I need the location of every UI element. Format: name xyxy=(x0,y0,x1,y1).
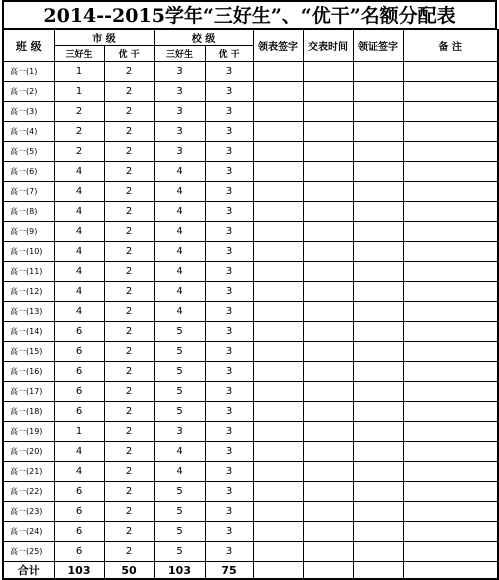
total-submit-time[interactable] xyxy=(303,562,353,580)
class-cell: 高一(14) xyxy=(3,322,54,342)
remarks-cell[interactable] xyxy=(403,162,498,182)
sign-cert-cell[interactable] xyxy=(353,502,403,522)
sign-form-cell[interactable] xyxy=(253,302,303,322)
school-yougan-cell: 3 xyxy=(205,182,253,202)
city-yougan-cell: 2 xyxy=(104,522,154,542)
school-sanhao-cell: 3 xyxy=(154,102,205,122)
remarks-cell[interactable] xyxy=(403,542,498,562)
city-yougan-cell: 2 xyxy=(104,422,154,442)
sign-cert-cell[interactable] xyxy=(353,202,403,222)
table-row xyxy=(3,522,498,542)
school-sanhao-cell: 3 xyxy=(154,422,205,442)
table-row xyxy=(3,442,498,462)
sign-form-cell[interactable] xyxy=(253,262,303,282)
school-yougan-cell: 3 xyxy=(205,282,253,302)
school-yougan-cell: 3 xyxy=(205,382,253,402)
submit-time-cell[interactable] xyxy=(303,102,353,122)
submit-time-cell[interactable] xyxy=(303,382,353,402)
sign-form-cell[interactable] xyxy=(253,482,303,502)
city-yougan-cell: 2 xyxy=(104,222,154,242)
class-cell: 高一(13) xyxy=(3,302,54,322)
total-remarks[interactable] xyxy=(403,562,498,580)
sign-cert-cell[interactable] xyxy=(353,102,403,122)
header-submit-time: 交表时间 xyxy=(303,30,353,62)
sign-cert-cell[interactable] xyxy=(353,382,403,402)
remarks-cell[interactable] xyxy=(403,222,498,242)
submit-time-cell[interactable] xyxy=(303,462,353,482)
table-row xyxy=(3,242,498,262)
sign-cert-cell[interactable] xyxy=(353,142,403,162)
sign-form-cell[interactable] xyxy=(253,522,303,542)
school-yougan-cell: 3 xyxy=(205,342,253,362)
class-cell: 高一(11) xyxy=(3,262,54,282)
city-yougan-cell: 2 xyxy=(104,122,154,142)
sign-cert-cell[interactable] xyxy=(353,322,403,342)
header-class: 班 级 xyxy=(3,30,54,62)
total-sign-cert[interactable] xyxy=(353,562,403,580)
submit-time-cell[interactable] xyxy=(303,162,353,182)
school-sanhao-cell: 4 xyxy=(154,202,205,222)
city-yougan-cell: 2 xyxy=(104,162,154,182)
header-sign-cert: 领证签字 xyxy=(353,30,403,62)
remarks-cell[interactable] xyxy=(403,462,498,482)
submit-time-cell[interactable] xyxy=(303,202,353,222)
total-city-yougan: 50 xyxy=(104,562,154,580)
submit-time-cell[interactable] xyxy=(303,282,353,302)
sign-form-cell[interactable] xyxy=(253,362,303,382)
city-sanhao-cell: 4 xyxy=(54,242,104,262)
school-yougan-cell: 3 xyxy=(205,122,253,142)
school-yougan-cell: 3 xyxy=(205,102,253,122)
submit-time-cell[interactable] xyxy=(303,142,353,162)
table-row xyxy=(3,222,498,242)
total-sign-form[interactable] xyxy=(253,562,303,580)
remarks-cell[interactable] xyxy=(403,282,498,302)
submit-time-cell[interactable] xyxy=(303,422,353,442)
table-row xyxy=(3,82,498,102)
school-sanhao-cell: 4 xyxy=(154,462,205,482)
table-row xyxy=(3,462,498,482)
school-yougan-cell: 3 xyxy=(205,302,253,322)
sign-form-cell[interactable] xyxy=(253,282,303,302)
remarks-cell[interactable] xyxy=(403,262,498,282)
table-row xyxy=(3,342,498,362)
class-cell: 高一(18) xyxy=(3,402,54,422)
remarks-cell[interactable] xyxy=(403,422,498,442)
table-row xyxy=(3,142,498,162)
remarks-cell[interactable] xyxy=(403,202,498,222)
sign-cert-cell[interactable] xyxy=(353,342,403,362)
sign-form-cell[interactable] xyxy=(253,442,303,462)
city-sanhao-cell: 6 xyxy=(54,542,104,562)
table-row xyxy=(3,202,498,222)
remarks-cell[interactable] xyxy=(403,442,498,462)
school-yougan-cell: 3 xyxy=(205,142,253,162)
city-sanhao-cell: 4 xyxy=(54,302,104,322)
class-cell: 高一(15) xyxy=(3,342,54,362)
submit-time-cell[interactable] xyxy=(303,182,353,202)
school-sanhao-cell: 4 xyxy=(154,162,205,182)
school-sanhao-cell: 4 xyxy=(154,302,205,322)
school-sanhao-cell: 3 xyxy=(154,122,205,142)
class-cell: 高一(24) xyxy=(3,522,54,542)
remarks-cell[interactable] xyxy=(403,482,498,502)
school-yougan-cell: 3 xyxy=(205,262,253,282)
sign-form-cell[interactable] xyxy=(253,402,303,422)
submit-time-cell[interactable] xyxy=(303,402,353,422)
submit-time-cell[interactable] xyxy=(303,62,353,82)
class-cell: 高一(5) xyxy=(3,142,54,162)
submit-time-cell[interactable] xyxy=(303,542,353,562)
school-sanhao-cell: 5 xyxy=(154,382,205,402)
header-city-sanhao: 三好生 xyxy=(54,46,104,62)
table-row xyxy=(3,362,498,382)
class-cell: 高一(4) xyxy=(3,122,54,142)
class-cell: 高一(21) xyxy=(3,462,54,482)
sign-cert-cell[interactable] xyxy=(353,182,403,202)
city-sanhao-cell: 4 xyxy=(54,222,104,242)
sign-form-cell[interactable] xyxy=(253,202,303,222)
sign-form-cell[interactable] xyxy=(253,462,303,482)
city-sanhao-cell: 6 xyxy=(54,342,104,362)
school-sanhao-cell: 4 xyxy=(154,182,205,202)
school-yougan-cell: 3 xyxy=(205,482,253,502)
school-sanhao-cell: 4 xyxy=(154,282,205,302)
submit-time-cell[interactable] xyxy=(303,322,353,342)
city-sanhao-cell: 6 xyxy=(54,322,104,342)
city-yougan-cell: 2 xyxy=(104,182,154,202)
total-row xyxy=(3,562,498,580)
city-yougan-cell: 2 xyxy=(104,62,154,82)
school-yougan-cell: 3 xyxy=(205,62,253,82)
city-sanhao-cell: 1 xyxy=(54,82,104,102)
city-yougan-cell: 2 xyxy=(104,82,154,102)
sign-form-cell[interactable] xyxy=(253,502,303,522)
sign-form-cell[interactable] xyxy=(253,102,303,122)
sign-form-cell[interactable] xyxy=(253,322,303,342)
remarks-cell[interactable] xyxy=(403,382,498,402)
submit-time-cell[interactable] xyxy=(303,342,353,362)
header-city: 市 级 xyxy=(54,30,154,46)
school-yougan-cell: 3 xyxy=(205,82,253,102)
table-row xyxy=(3,182,498,202)
remarks-cell[interactable] xyxy=(403,142,498,162)
sign-cert-cell[interactable] xyxy=(353,522,403,542)
header-city-yougan: 优 干 xyxy=(104,46,154,62)
sign-form-cell[interactable] xyxy=(253,222,303,242)
remarks-cell[interactable] xyxy=(403,102,498,122)
class-cell: 高一(2) xyxy=(3,82,54,102)
school-yougan-cell: 3 xyxy=(205,542,253,562)
city-yougan-cell: 2 xyxy=(104,282,154,302)
total-city-sanhao: 103 xyxy=(54,562,104,580)
sign-cert-cell[interactable] xyxy=(353,242,403,262)
class-cell: 高一(25) xyxy=(3,542,54,562)
class-cell: 高一(12) xyxy=(3,282,54,302)
city-yougan-cell: 2 xyxy=(104,542,154,562)
table-row xyxy=(3,262,498,282)
class-cell: 高一(20) xyxy=(3,442,54,462)
table-row xyxy=(3,122,498,142)
remarks-cell[interactable] xyxy=(403,522,498,542)
school-yougan-cell: 3 xyxy=(205,162,253,182)
sign-cert-cell[interactable] xyxy=(353,162,403,182)
table-row xyxy=(3,62,498,82)
allocation-table xyxy=(2,29,499,580)
sign-cert-cell[interactable] xyxy=(353,222,403,242)
school-sanhao-cell: 5 xyxy=(154,402,205,422)
remarks-cell[interactable] xyxy=(403,362,498,382)
header-sign-form: 领表签字 xyxy=(253,30,303,62)
city-sanhao-cell: 4 xyxy=(54,202,104,222)
class-cell: 高一(8) xyxy=(3,202,54,222)
table-row xyxy=(3,502,498,522)
city-yougan-cell: 2 xyxy=(104,362,154,382)
class-cell: 高一(19) xyxy=(3,422,54,442)
header-school-yougan: 优 干 xyxy=(205,46,253,62)
sign-form-cell[interactable] xyxy=(253,342,303,362)
city-yougan-cell: 2 xyxy=(104,342,154,362)
city-yougan-cell: 2 xyxy=(104,382,154,402)
submit-time-cell[interactable] xyxy=(303,262,353,282)
city-sanhao-cell: 2 xyxy=(54,102,104,122)
city-yougan-cell: 2 xyxy=(104,322,154,342)
city-sanhao-cell: 4 xyxy=(54,462,104,482)
submit-time-cell[interactable] xyxy=(303,522,353,542)
city-sanhao-cell: 6 xyxy=(54,362,104,382)
submit-time-cell[interactable] xyxy=(303,362,353,382)
city-sanhao-cell: 4 xyxy=(54,162,104,182)
city-sanhao-cell: 4 xyxy=(54,262,104,282)
school-sanhao-cell: 5 xyxy=(154,542,205,562)
city-yougan-cell: 2 xyxy=(104,302,154,322)
city-yougan-cell: 2 xyxy=(104,462,154,482)
table-row xyxy=(3,322,498,342)
remarks-cell[interactable] xyxy=(403,122,498,142)
submit-time-cell[interactable] xyxy=(303,82,353,102)
sign-cert-cell[interactable] xyxy=(353,422,403,442)
sign-cert-cell[interactable] xyxy=(353,262,403,282)
school-sanhao-cell: 5 xyxy=(154,522,205,542)
remarks-cell[interactable] xyxy=(403,322,498,342)
class-cell: 高一(3) xyxy=(3,102,54,122)
sign-cert-cell[interactable] xyxy=(353,402,403,422)
city-sanhao-cell: 4 xyxy=(54,442,104,462)
sign-form-cell[interactable] xyxy=(253,142,303,162)
city-yougan-cell: 2 xyxy=(104,262,154,282)
class-cell: 高一(22) xyxy=(3,482,54,502)
table-row xyxy=(3,382,498,402)
school-yougan-cell: 3 xyxy=(205,462,253,482)
remarks-cell[interactable] xyxy=(403,242,498,262)
remarks-cell[interactable] xyxy=(403,302,498,322)
sign-cert-cell[interactable] xyxy=(353,542,403,562)
school-sanhao-cell: 5 xyxy=(154,502,205,522)
city-sanhao-cell: 2 xyxy=(54,142,104,162)
table-row xyxy=(3,302,498,322)
class-cell: 高一(7) xyxy=(3,182,54,202)
header-row-1 xyxy=(3,30,498,46)
sign-form-cell[interactable] xyxy=(253,162,303,182)
table-row xyxy=(3,102,498,122)
school-sanhao-cell: 3 xyxy=(154,142,205,162)
submit-time-cell[interactable] xyxy=(303,502,353,522)
table-row xyxy=(3,282,498,302)
class-cell: 高一(16) xyxy=(3,362,54,382)
school-sanhao-cell: 5 xyxy=(154,362,205,382)
school-yougan-cell: 3 xyxy=(205,522,253,542)
sign-cert-cell[interactable] xyxy=(353,122,403,142)
sign-form-cell[interactable] xyxy=(253,182,303,202)
table-row xyxy=(3,422,498,442)
school-yougan-cell: 3 xyxy=(205,322,253,342)
city-sanhao-cell: 1 xyxy=(54,62,104,82)
city-yougan-cell: 2 xyxy=(104,142,154,162)
table-row xyxy=(3,162,498,182)
school-sanhao-cell: 3 xyxy=(154,62,205,82)
header-remarks: 备 注 xyxy=(403,30,498,62)
city-sanhao-cell: 4 xyxy=(54,282,104,302)
sign-cert-cell[interactable] xyxy=(353,362,403,382)
school-sanhao-cell: 3 xyxy=(154,82,205,102)
remarks-cell[interactable] xyxy=(403,182,498,202)
sign-cert-cell[interactable] xyxy=(353,482,403,502)
submit-time-cell[interactable] xyxy=(303,122,353,142)
remarks-cell[interactable] xyxy=(403,62,498,82)
school-yougan-cell: 3 xyxy=(205,422,253,442)
sign-form-cell[interactable] xyxy=(253,242,303,262)
city-sanhao-cell: 6 xyxy=(54,402,104,422)
city-yougan-cell: 2 xyxy=(104,242,154,262)
class-cell: 高一(1) xyxy=(3,62,54,82)
total-label: 合计 xyxy=(3,562,54,580)
school-yougan-cell: 3 xyxy=(205,502,253,522)
sign-form-cell[interactable] xyxy=(253,422,303,442)
school-sanhao-cell: 4 xyxy=(154,442,205,462)
sign-cert-cell[interactable] xyxy=(353,462,403,482)
school-yougan-cell: 3 xyxy=(205,402,253,422)
school-yougan-cell: 3 xyxy=(205,222,253,242)
school-yougan-cell: 3 xyxy=(205,202,253,222)
sign-cert-cell[interactable] xyxy=(353,302,403,322)
submit-time-cell[interactable] xyxy=(303,302,353,322)
allocation-sheet xyxy=(2,0,497,577)
school-yougan-cell: 3 xyxy=(205,242,253,262)
school-sanhao-cell: 5 xyxy=(154,482,205,502)
submit-time-cell[interactable] xyxy=(303,482,353,502)
sign-cert-cell[interactable] xyxy=(353,442,403,462)
table-row xyxy=(3,542,498,562)
header-school-sanhao: 三好生 xyxy=(154,46,205,62)
remarks-cell[interactable] xyxy=(403,342,498,362)
sign-form-cell[interactable] xyxy=(253,542,303,562)
class-cell: 高一(17) xyxy=(3,382,54,402)
header-school: 校 级 xyxy=(154,30,253,46)
table-row xyxy=(3,402,498,422)
city-yougan-cell: 2 xyxy=(104,102,154,122)
table-row xyxy=(3,482,498,502)
submit-time-cell[interactable] xyxy=(303,442,353,462)
class-cell: 高一(23) xyxy=(3,502,54,522)
school-sanhao-cell: 5 xyxy=(154,322,205,342)
submit-time-cell[interactable] xyxy=(303,242,353,262)
city-sanhao-cell: 6 xyxy=(54,502,104,522)
total-school-sanhao: 103 xyxy=(154,562,205,580)
sign-form-cell[interactable] xyxy=(253,382,303,402)
submit-time-cell[interactable] xyxy=(303,222,353,242)
school-sanhao-cell: 4 xyxy=(154,262,205,282)
remarks-cell[interactable] xyxy=(403,402,498,422)
sign-cert-cell[interactable] xyxy=(353,82,403,102)
school-sanhao-cell: 4 xyxy=(154,222,205,242)
school-yougan-cell: 3 xyxy=(205,362,253,382)
city-yougan-cell: 2 xyxy=(104,402,154,422)
remarks-cell[interactable] xyxy=(403,82,498,102)
city-sanhao-cell: 2 xyxy=(54,122,104,142)
sign-form-cell[interactable] xyxy=(253,62,303,82)
city-sanhao-cell: 1 xyxy=(54,422,104,442)
remarks-cell[interactable] xyxy=(403,502,498,522)
sign-cert-cell[interactable] xyxy=(353,282,403,302)
class-cell: 高一(9) xyxy=(3,222,54,242)
total-school-yougan: 75 xyxy=(205,562,253,580)
city-sanhao-cell: 6 xyxy=(54,482,104,502)
city-sanhao-cell: 6 xyxy=(54,522,104,542)
sign-cert-cell[interactable] xyxy=(353,62,403,82)
school-yougan-cell: 3 xyxy=(205,442,253,462)
city-yougan-cell: 2 xyxy=(104,482,154,502)
city-sanhao-cell: 4 xyxy=(54,182,104,202)
sign-form-cell[interactable] xyxy=(253,82,303,102)
class-cell: 高一(6) xyxy=(3,162,54,182)
city-yougan-cell: 2 xyxy=(104,502,154,522)
city-sanhao-cell: 6 xyxy=(54,382,104,402)
sign-form-cell[interactable] xyxy=(253,122,303,142)
school-sanhao-cell: 5 xyxy=(154,342,205,362)
sheet-title: 2014--2015学年“三好生”、“优干”名额分配表 xyxy=(2,0,497,29)
class-cell: 高一(10) xyxy=(3,242,54,262)
city-yougan-cell: 2 xyxy=(104,442,154,462)
city-yougan-cell: 2 xyxy=(104,202,154,222)
school-sanhao-cell: 4 xyxy=(154,242,205,262)
